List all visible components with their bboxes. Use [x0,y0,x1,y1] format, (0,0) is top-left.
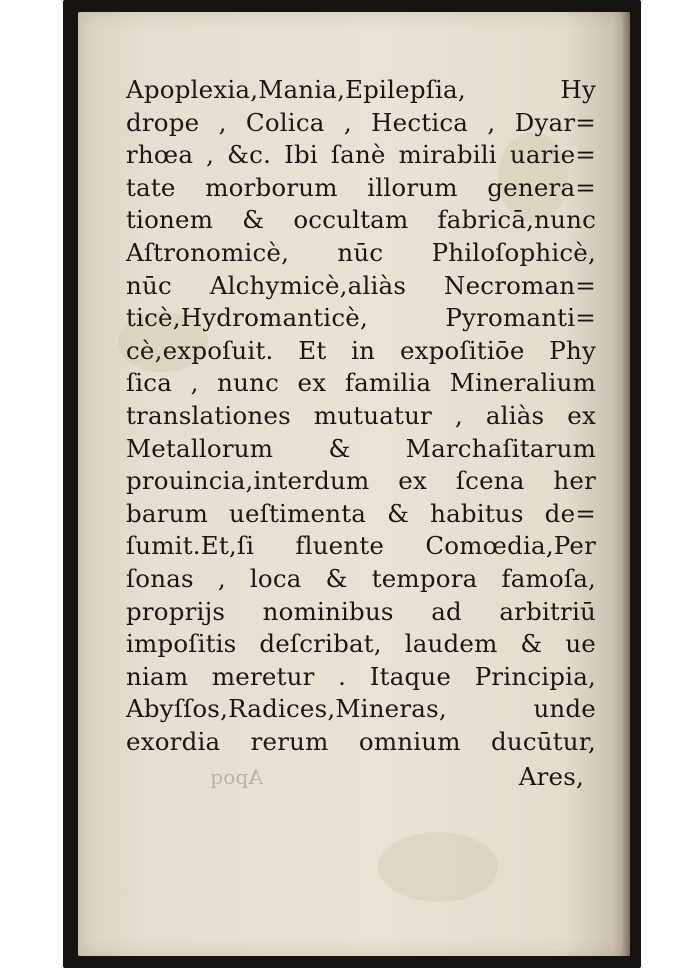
text-line: barum ueſtimenta & habitus de= [126,498,596,528]
text-line: rhœa , &c. Ibi ſanè mirabili uarie= [126,140,596,170]
text-line: drope , Colica , Hectica , Dyar= [126,107,596,137]
catchword-row [126,760,596,794]
text-line: cè,expoſuit. Et in expoſitiōe Phy [126,335,596,365]
text-line: Metallorum & Marchaſitarum [126,433,596,463]
text-line: ſonas , loca & tempora famoſa, [126,563,596,593]
body-text [126,74,596,794]
foxing-stain [378,832,498,902]
text-line: ticè,Hydromanticè, Pyromanti= [126,303,596,333]
text-line: prouincia,interdum ex ſcena her [126,466,596,496]
text-line: niam meretur . Itaque Principia, [126,661,596,691]
page-gutter-shadow [622,12,630,956]
text-line: Abyſſos,Radices,Mineras, unde [126,694,596,724]
bleed-through-text: Apoq [210,765,263,790]
text-line: tate morborum illorum genera= [126,172,596,202]
text-line: translationes mutuatur , aliàs ex [126,400,596,430]
text-line: tionem & occultam fabricā,nunc [126,205,596,235]
text-line: Aſtronomicè, nūc Philoſophicè, [126,237,596,267]
text-line: proprijs nominibus ad arbitriū [126,596,596,626]
text-line: Apoplexia,Mania,Epilepſia, Hy [126,75,596,104]
text-line: nūc Alchymicè,aliàs Necroman= [126,270,596,300]
text-line: ſica , nunc ex familia Mineralium [126,368,596,398]
text-line: impoſitis deſcribat, laudem & ue [126,629,596,659]
text-line: exordia rerum omnium ducūtur, [126,726,596,756]
catchword: Ares, [518,762,584,792]
text-line: ſumit.Et,ſi fluente Comœdia,Per [126,531,596,561]
